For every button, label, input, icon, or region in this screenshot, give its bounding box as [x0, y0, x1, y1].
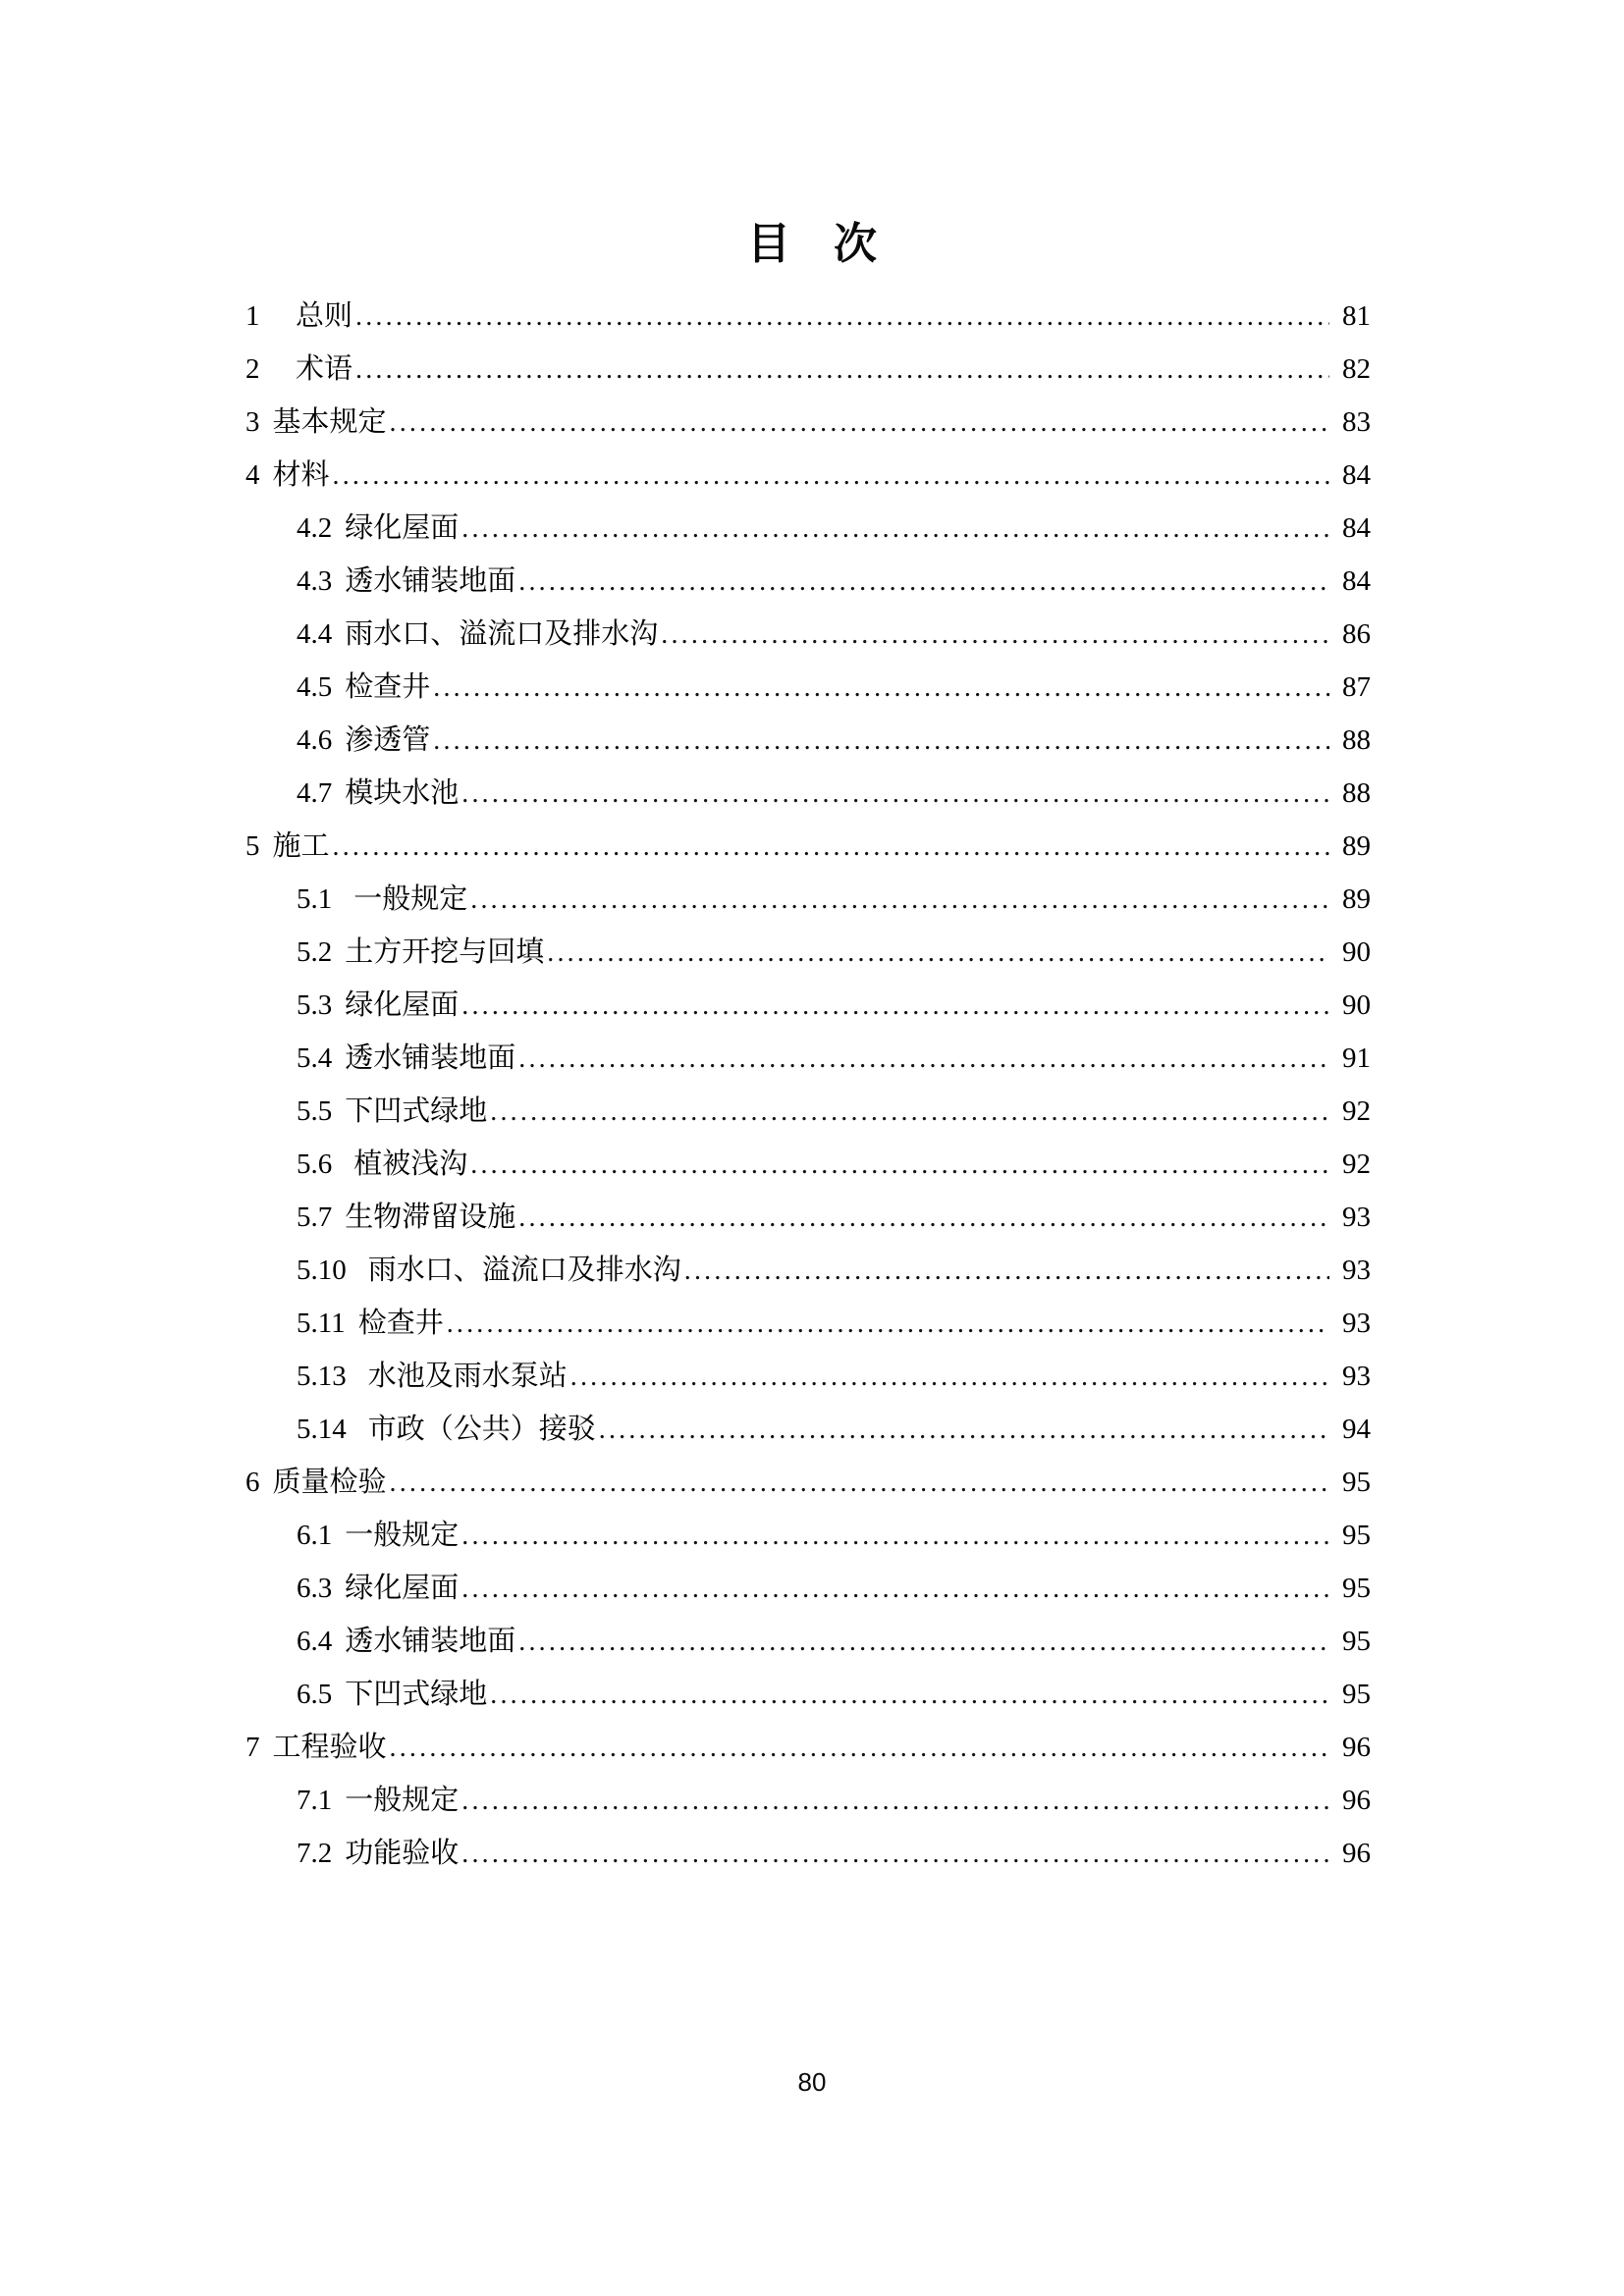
toc-entry-page: 92: [1342, 1148, 1371, 1180]
toc-entry-number: 5.1: [297, 883, 333, 915]
toc-entry-7-1[interactable]: [245, 1774, 1371, 1827]
toc-entry-page: 95: [1342, 1467, 1371, 1498]
toc-entry-number: 4.7: [297, 777, 333, 809]
toc-leader-dots: [333, 820, 1329, 874]
toc-entry-5-2[interactable]: [245, 926, 1371, 979]
toc-entry-5-13[interactable]: [245, 1350, 1371, 1403]
toc-leader-dots: [518, 1032, 1329, 1086]
toc-entry-5-10[interactable]: [245, 1244, 1371, 1297]
toc-leader-dots: [461, 1562, 1329, 1616]
toc-entry-1[interactable]: [245, 290, 1371, 343]
toc-leader-dots: [684, 1244, 1329, 1298]
toc-leader-dots: [490, 1085, 1329, 1139]
toc-entry-title: 市政（公共）接驳: [367, 1414, 596, 1445]
toc-entry-page: 93: [1342, 1361, 1371, 1392]
toc-leader-dots: [461, 979, 1329, 1033]
toc-entry-page: 88: [1342, 777, 1371, 809]
toc-entry-page: 89: [1342, 830, 1371, 862]
toc-entry-title: 检查井: [357, 1308, 444, 1339]
footer-page-number: 80: [797, 2067, 827, 2097]
toc-entry-title: 质量检验: [272, 1467, 387, 1498]
toc-entry-title: 一般规定: [345, 1520, 460, 1551]
toc-entry-page: 96: [1342, 1732, 1371, 1763]
toc-leader-dots: [355, 290, 1329, 344]
toc-entry-7[interactable]: [245, 1721, 1371, 1774]
toc-entry-5-4[interactable]: [245, 1032, 1371, 1085]
toc-entry-2[interactable]: [245, 343, 1371, 396]
toc-entry-3[interactable]: [245, 396, 1371, 449]
toc-entry-number: 6.4: [297, 1626, 333, 1657]
toc-entry-page: 88: [1342, 724, 1371, 756]
toc-entry-page: 90: [1342, 989, 1371, 1021]
toc-entry-number: 7.2: [297, 1838, 333, 1869]
toc-leader-dots: [390, 1456, 1329, 1510]
toc-entry-title: 雨水口、溢流口及排水沟: [345, 618, 659, 650]
toc-entry-number: 5: [245, 830, 260, 862]
toc-entry-page: 84: [1342, 459, 1371, 491]
toc-entry-6-5[interactable]: [245, 1668, 1371, 1721]
toc-entry-title: 下凹式绿地: [345, 1679, 488, 1710]
toc-leader-dots: [661, 608, 1329, 662]
toc-entry-number: 5.14: [297, 1414, 347, 1445]
toc-entry-page: 91: [1342, 1042, 1371, 1074]
toc-leader-dots: [570, 1350, 1329, 1404]
toc-leader-dots: [461, 1827, 1329, 1881]
toc-entry-5[interactable]: [245, 820, 1371, 873]
toc-entry-number: 5.10: [297, 1255, 347, 1286]
toc-entry-4-3[interactable]: [245, 555, 1371, 608]
toc-entry-number: 5.5: [297, 1095, 333, 1127]
toc-leader-dots: [390, 1721, 1329, 1775]
toc-entry-title: 水池及雨水泵站: [367, 1361, 568, 1392]
toc-leader-dots: [461, 502, 1329, 556]
toc-entry-number: 4.5: [297, 671, 333, 703]
toc-entry-6[interactable]: [245, 1456, 1371, 1509]
toc-entry-number: 6.3: [297, 1573, 333, 1604]
toc-entry-title: 土方开挖与回填: [345, 936, 545, 968]
toc-entry-5-3[interactable]: [245, 979, 1371, 1032]
toc-leader-dots: [461, 1774, 1329, 1828]
toc-entry-page: 95: [1342, 1679, 1371, 1710]
toc-leader-dots: [518, 1615, 1329, 1669]
toc-entry-page: 81: [1342, 300, 1371, 332]
toc-entry-number: 3: [245, 406, 260, 438]
toc-entry-page: 95: [1342, 1626, 1371, 1657]
toc-entry-number: 5.2: [297, 936, 333, 968]
toc-leader-dots: [599, 1403, 1329, 1457]
toc-entry-page: 96: [1342, 1785, 1371, 1816]
toc-entry-number: 1: [245, 300, 260, 332]
toc-entry-title: 施工: [272, 830, 330, 862]
toc-entry-title: 绿化屋面: [345, 1573, 460, 1604]
table-of-contents: [245, 290, 1371, 1880]
page-title: 目 次: [747, 220, 877, 268]
toc-entry-4-5[interactable]: [245, 661, 1371, 714]
toc-leader-dots: [390, 396, 1329, 450]
toc-entry-title: 植被浅沟: [353, 1148, 468, 1180]
toc-entry-number: 6.5: [297, 1679, 333, 1710]
toc-leader-dots: [433, 714, 1329, 768]
toc-entry-5-7[interactable]: [245, 1191, 1371, 1244]
toc-leader-dots: [547, 926, 1329, 980]
toc-entry-page: 93: [1342, 1255, 1371, 1286]
toc-entry-5-11[interactable]: [245, 1297, 1371, 1350]
toc-entry-number: 6: [245, 1467, 260, 1498]
toc-entry-5-6[interactable]: [245, 1138, 1371, 1191]
toc-leader-dots: [355, 343, 1329, 397]
toc-leader-dots: [490, 1668, 1329, 1722]
toc-entry-5-1[interactable]: [245, 873, 1371, 926]
toc-entry-page: 82: [1342, 353, 1371, 385]
toc-entry-page: 84: [1342, 565, 1371, 597]
toc-entry-page: 94: [1342, 1414, 1371, 1445]
toc-entry-4[interactable]: [245, 449, 1371, 502]
toc-entry-number: 5.4: [297, 1042, 333, 1074]
toc-entry-page: 93: [1342, 1308, 1371, 1339]
toc-entry-title: 模块水池: [345, 777, 460, 809]
toc-entry-title: 检查井: [345, 671, 431, 703]
toc-entry-title: 透水铺装地面: [345, 1626, 516, 1657]
toc-entry-page: 83: [1342, 406, 1371, 438]
toc-entry-page: 84: [1342, 512, 1371, 544]
toc-entry-number: 4: [245, 459, 260, 491]
toc-entry-page: 87: [1342, 671, 1371, 703]
toc-entry-number: 4.6: [297, 724, 333, 756]
toc-entry-6-3[interactable]: [245, 1562, 1371, 1615]
toc-entry-title: 材料: [272, 459, 330, 491]
toc-entry-title: 雨水口、溢流口及排水沟: [367, 1255, 681, 1286]
toc-leader-dots: [461, 767, 1329, 821]
toc-entry-page: 93: [1342, 1201, 1371, 1233]
toc-entry-title: 绿化屋面: [345, 989, 460, 1021]
toc-entry-title: 工程验收: [272, 1732, 387, 1763]
toc-entry-title: 一般规定: [345, 1785, 460, 1816]
toc-entry-page: 89: [1342, 883, 1371, 915]
toc-entry-number: 6.1: [297, 1520, 333, 1551]
toc-entry-number: 7: [245, 1732, 260, 1763]
toc-leader-dots: [470, 873, 1329, 927]
toc-entry-title: 渗透管: [345, 724, 431, 756]
toc-entry-5-14[interactable]: [245, 1403, 1371, 1456]
toc-entry-number: 5.6: [297, 1148, 333, 1180]
toc-leader-dots: [433, 661, 1329, 715]
toc-entry-page: 96: [1342, 1838, 1371, 1869]
toc-entry-4-2[interactable]: [245, 502, 1371, 555]
toc-leader-dots: [447, 1297, 1329, 1351]
toc-entry-6-4[interactable]: [245, 1615, 1371, 1668]
toc-entry-title: 一般规定: [353, 883, 468, 915]
toc-entry-6-1[interactable]: [245, 1509, 1371, 1562]
toc-entry-page: 95: [1342, 1520, 1371, 1551]
toc-entry-5-5[interactable]: [245, 1085, 1371, 1138]
toc-entry-number: 5.11: [297, 1308, 346, 1339]
toc-leader-dots: [518, 555, 1329, 609]
toc-entry-title: 术语: [296, 353, 353, 385]
toc-entry-number: 2: [245, 353, 260, 385]
toc-entry-number: 7.1: [297, 1785, 333, 1816]
toc-entry-page: 95: [1342, 1573, 1371, 1604]
toc-entry-title: 绿化屋面: [345, 512, 460, 544]
toc-entry-title: 功能验收: [345, 1838, 460, 1869]
toc-entry-title: 下凹式绿地: [345, 1095, 488, 1127]
toc-leader-dots: [470, 1138, 1329, 1192]
toc-entry-4-7[interactable]: [245, 767, 1371, 820]
toc-entry-4-4[interactable]: [245, 608, 1371, 661]
toc-entry-title: 总则: [296, 300, 353, 332]
toc-entry-title: 透水铺装地面: [345, 565, 516, 597]
toc-entry-page: 92: [1342, 1095, 1371, 1127]
toc-entry-number: 5.13: [297, 1361, 347, 1392]
toc-entry-title: 基本规定: [272, 406, 387, 438]
toc-entry-number: 4.2: [297, 512, 333, 544]
toc-entry-4-6[interactable]: [245, 714, 1371, 767]
toc-entry-title: 生物滞留设施: [345, 1201, 516, 1233]
toc-leader-dots: [333, 449, 1329, 503]
toc-entry-number: 4.3: [297, 565, 333, 597]
toc-entry-page: 86: [1342, 618, 1371, 650]
toc-entry-number: 4.4: [297, 618, 333, 650]
toc-entry-title: 透水铺装地面: [345, 1042, 516, 1074]
toc-entry-page: 90: [1342, 936, 1371, 968]
toc-leader-dots: [461, 1509, 1329, 1563]
toc-leader-dots: [518, 1191, 1329, 1245]
toc-entry-7-2[interactable]: [245, 1827, 1371, 1880]
toc-entry-number: 5.3: [297, 989, 333, 1021]
toc-entry-number: 5.7: [297, 1201, 333, 1233]
